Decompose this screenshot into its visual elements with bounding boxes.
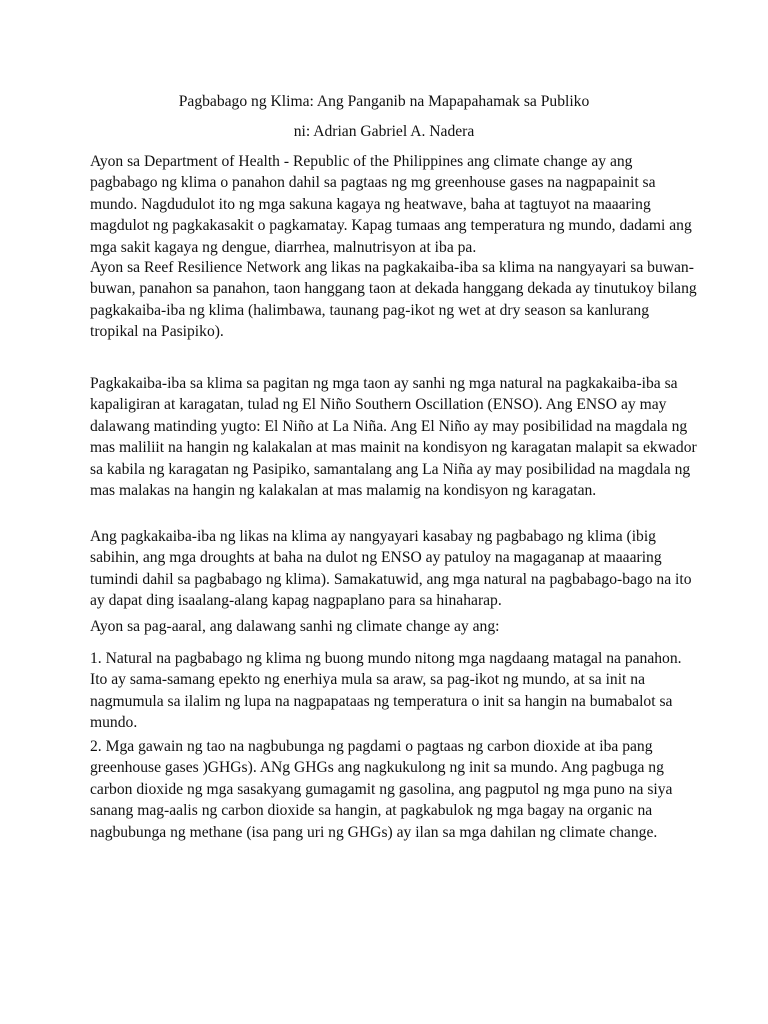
paragraph-line: mundo. <box>90 714 138 732</box>
paragraph-line: pagbabago ng klima o panahon dahil sa pagtaas ng mg greenhouse gases na nagpapainit sa <box>90 174 656 192</box>
paragraph-line: 1. Natural na pagbabago ng klima ng buong mundo nitong mga nagdaang matagal na panahon. <box>90 650 682 667</box>
paragraph-line: mas maliliit na hangin ng kalakalan at mas mainit na kondisyon ng karagatan malapit sa ekwador <box>90 439 697 457</box>
paragraph-line: nagbubunga ng methane (isa pang uri ng GHGs) ay ilan sa mga dahilan ng climate change. <box>90 823 658 841</box>
paragraph-line: pagkakaiba-iba ng klima (halimbawa, taunang pag-ikot ng wet at dry season sa kanlurang <box>90 301 650 319</box>
paragraph-cause-2 <box>90 736 690 843</box>
paragraph-line: Ayon sa Reef Resilience Network ang likas na pagkakaiba-iba sa klima na nangyayari sa buwan- <box>90 259 694 276</box>
paragraph-line: 2. Mga gawain ng tao na nagbubunga ng pagdami o pagtaas ng carbon dioxide at iba pang <box>90 738 653 755</box>
paragraph-causes-intro <box>90 616 690 637</box>
paragraph-line: ay dapat ding isaalang-alang kapag nagpaplano para sa hinaharap. <box>90 592 502 610</box>
document-author: ni: Adrian Gabriel A. Nadera <box>293 123 475 140</box>
paragraph-line: Pagkakaiba-iba sa klima sa pagitan ng mga taon ay sanhi ng mga natural na pagkakaiba-iba sa <box>90 375 678 392</box>
paragraph-line: Ang pagkakaiba-iba ng likas na klima ay nangyayari kasabay ng pagbabago ng klima (ibig <box>90 528 656 545</box>
paragraph-line: Ayon sa Department of Health - Republic of the Philippines ang climate change ay ang <box>90 153 633 170</box>
paragraph-line: Ito ay sama-samang epekto ng enerhiya mula sa araw, sa pag-ikot ng mundo, at sa init na <box>90 671 645 689</box>
paragraph-line: Ayon sa pag-aaral, ang dalawang sanhi ng climate change ay ang: <box>90 618 500 635</box>
paragraph-line: sa kabila ng karagatan ng Pasipiko, samantalang ang La Niña ay may posibilidad na magdala ng <box>90 460 691 478</box>
paragraph-doh-definition <box>90 151 690 258</box>
document-title: Pagbabago ng Klima: Ang Panganib na Mapapahamak sa Publiko <box>178 93 590 110</box>
paragraph-line: tumindi dahil sa pagbabago ng klima). Samakatuwid, ang mga natural na pagbabago-bago na ito <box>90 570 692 588</box>
paragraph-line: mas malakas na hangin ng kalakalan at mas malamig na kondisyon ng karagatan. <box>90 482 597 500</box>
paragraph-line: carbon dioxide ng mga sasakyang gumagamit ng gasolina, ang pagputol ng mga puno na siya <box>90 780 673 798</box>
paragraph-line: magdulot ng pagkakasakit o pagkamatay. Kapag tumaas ang temperatura ng mundo, dadami ang <box>90 217 692 235</box>
paragraph-reef-resilience <box>90 257 697 343</box>
paragraph-line: sanang mag-aalis ng carbon dioxide sa hangin, at pagkabulok ng mga bagay na organic na <box>90 802 653 820</box>
paragraph-line: nagmumula sa ilalim ng lupa na nagpapataas ng temperatura o init sa hangin na bumabalot sa <box>90 692 673 710</box>
paragraph-line: buwan, panahon sa panahon, taon hanggang taon at dekada hanggang dekada ay tinutukoy bilang <box>90 280 697 298</box>
paragraph-cause-1 <box>90 648 690 734</box>
paragraph-line: mga sakit kagaya ng dengue, diarrhea, malnutrisyon at iba pa. <box>90 238 477 256</box>
paragraph-enso <box>90 373 697 501</box>
paragraph-line: dalawang matinding yugto: El Niño at La Niña. Ang El Niño ay may posibilidad na magdala ng <box>90 417 688 435</box>
paragraph-line: mundo. Nagdudulot ito ng mga sakuna kagaya ng heatwave, baha at tagtuyot na maaaring <box>90 195 651 213</box>
paragraph-line: kapaligiran at karagatan, tulad ng El Niño Southern Oscillation (ENSO). Ang ENSO ay may <box>90 396 667 414</box>
paragraph-natural-variability <box>90 526 690 612</box>
paragraph-line: sabihin, ang mga droughts at baha na dulot ng ENSO ay patuloy na magaganap at maaaring <box>90 549 662 567</box>
paragraph-line: tropikal na Pasipiko). <box>90 323 224 341</box>
paragraph-line: greenhouse gases )GHGs). ANg GHGs ang nagkukulong ng init sa mundo. Ang pagbuga ng <box>90 759 664 777</box>
